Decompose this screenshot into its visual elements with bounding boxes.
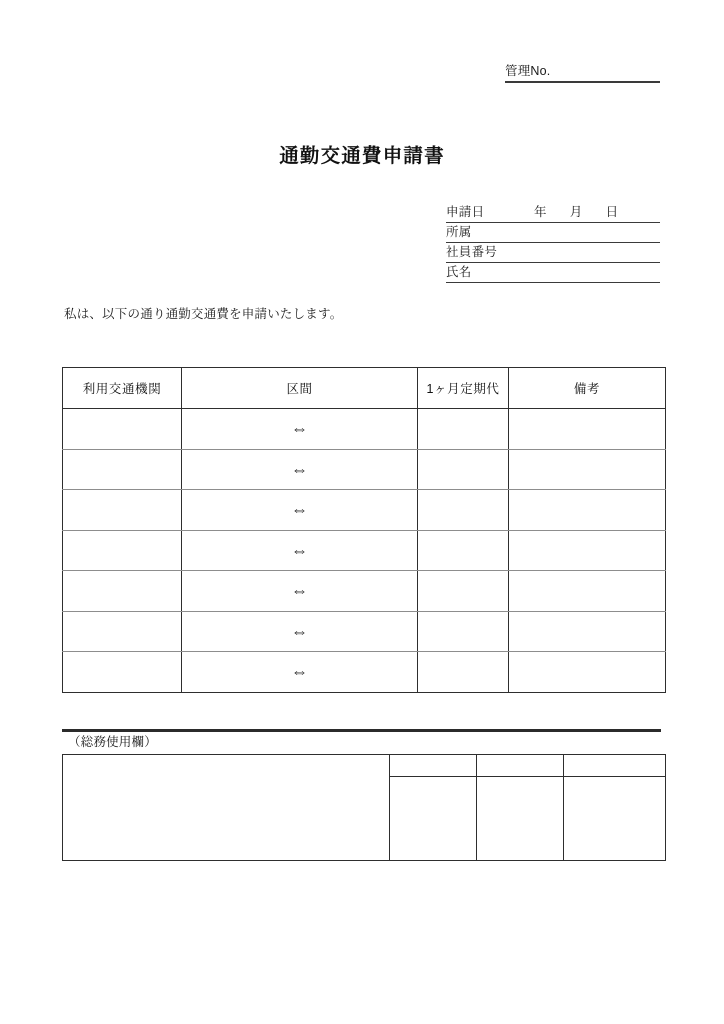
admin-section-divider: [62, 729, 661, 732]
table-row: [63, 530, 666, 571]
table-row: [63, 449, 666, 490]
info-row-application-date[interactable]: [446, 203, 660, 223]
cell-remarks[interactable]: [509, 611, 666, 652]
declaration-text: 私は、以下の通り通勤交通費を申請いたします。: [64, 307, 343, 321]
cell-section[interactable]: ⇔: [182, 409, 418, 450]
control-number-label: 管理No.: [505, 64, 551, 78]
cell-remarks[interactable]: [509, 652, 666, 693]
table-row: [63, 652, 666, 693]
expense-table: [62, 367, 666, 693]
table-row: [63, 490, 666, 531]
cell-monthly-pass-fare[interactable]: [418, 490, 509, 531]
cell-monthly-pass-fare[interactable]: [418, 652, 509, 693]
stamp-title-cell-3[interactable]: [564, 755, 666, 777]
cell-section[interactable]: ⇔: [182, 571, 418, 612]
date-unit-month: 月: [569, 205, 583, 219]
cell-monthly-pass-fare[interactable]: [418, 449, 509, 490]
info-label-application-date: 申請日: [446, 205, 485, 219]
table-row: [63, 611, 666, 652]
stamp-body-cell-2[interactable]: [477, 777, 564, 861]
header-monthly-pass-fare: 1ヶ月定期代: [418, 368, 509, 409]
cell-transport-means[interactable]: [63, 530, 182, 571]
cell-transport-means[interactable]: [63, 571, 182, 612]
info-label-department: 所属: [446, 225, 472, 239]
applicant-info-block: [446, 203, 660, 283]
date-unit-day: 日: [605, 205, 619, 219]
info-label-employee-number: 社員番号: [446, 245, 498, 259]
page-title: 通勤交通費申請書: [279, 145, 445, 167]
cell-transport-means[interactable]: [63, 409, 182, 450]
cell-monthly-pass-fare[interactable]: [418, 611, 509, 652]
cell-section[interactable]: ⇔: [182, 490, 418, 531]
expense-table-head: [63, 368, 666, 409]
cell-monthly-pass-fare[interactable]: [418, 409, 509, 450]
admin-section-table: [62, 754, 666, 861]
cell-remarks[interactable]: [509, 490, 666, 531]
cell-transport-means[interactable]: [63, 449, 182, 490]
header-transport-means: 利用交通機関: [63, 368, 182, 409]
cell-section[interactable]: ⇔: [182, 449, 418, 490]
cell-transport-means[interactable]: [63, 652, 182, 693]
date-unit-year: 年: [534, 205, 547, 219]
cell-transport-means[interactable]: [63, 611, 182, 652]
cell-monthly-pass-fare[interactable]: [418, 571, 509, 612]
cell-remarks[interactable]: [509, 409, 666, 450]
stamp-title-cell-1[interactable]: [390, 755, 477, 777]
table-row: [63, 571, 666, 612]
admin-section-label: （総務使用欄）: [68, 735, 157, 749]
expense-table-header-row: [63, 368, 666, 409]
cell-transport-means[interactable]: [63, 490, 182, 531]
cell-section[interactable]: ⇔: [182, 530, 418, 571]
cell-remarks[interactable]: [509, 571, 666, 612]
cell-monthly-pass-fare[interactable]: [418, 530, 509, 571]
stamp-title-cell-2[interactable]: [477, 755, 564, 777]
cell-section[interactable]: ⇔: [182, 611, 418, 652]
cell-remarks[interactable]: [509, 449, 666, 490]
info-row-employee-number[interactable]: [446, 243, 660, 263]
control-number-field[interactable]: [505, 64, 660, 83]
header-section: 区間: [182, 368, 418, 409]
info-row-department[interactable]: [446, 223, 660, 243]
header-remarks: 備考: [509, 368, 666, 409]
admin-notes-cell[interactable]: [63, 755, 390, 861]
cell-section[interactable]: ⇔: [182, 652, 418, 693]
stamp-body-cell-3[interactable]: [564, 777, 666, 861]
expense-table-body: [63, 409, 666, 693]
info-row-name[interactable]: [446, 263, 660, 283]
info-label-name: 氏名: [446, 265, 472, 279]
cell-remarks[interactable]: [509, 530, 666, 571]
admin-table-row-top: [63, 755, 666, 777]
date-units: [534, 203, 638, 221]
table-row: [63, 409, 666, 450]
stamp-body-cell-1[interactable]: [390, 777, 477, 861]
